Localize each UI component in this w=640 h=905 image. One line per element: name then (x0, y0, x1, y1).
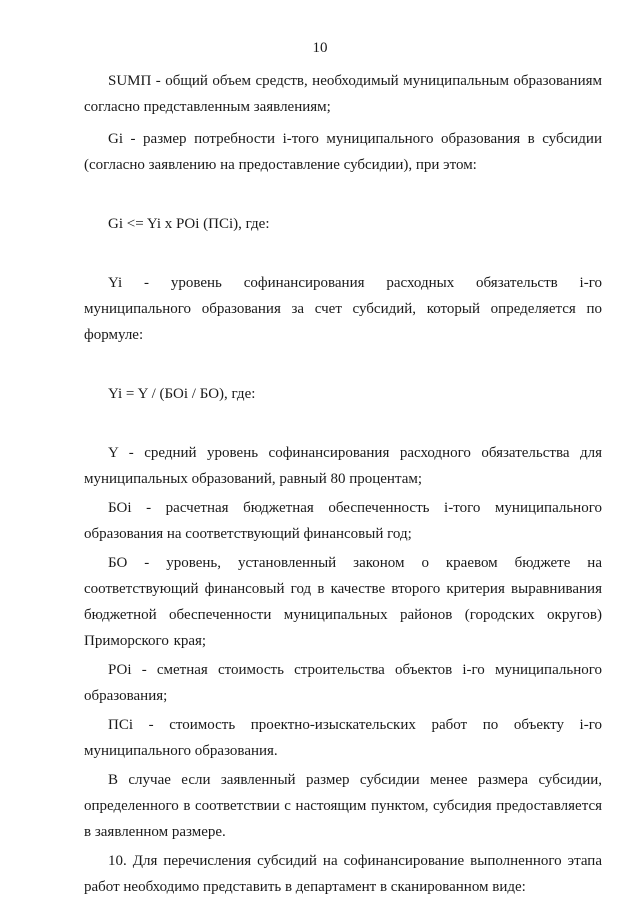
page-number: 10 (312, 40, 328, 56)
paragraph-y-definition: Y - средний уровень софинансирования расходного обязательства для муниципальных образований, равный 80 процентам; (84, 445, 602, 487)
formula-gi: Gi <= Yi x POi (ПСi), где: (108, 216, 270, 232)
paragraph-yi-definition: Yi - уровень софинансирования расходных обязательств i-го муниципального образования за счет субсидий, который определяется по формуле: (84, 275, 602, 343)
paragraph-poi-definition: РОi - сметная стоимость строительства объектов i-го муниципального образования; (84, 662, 602, 704)
paragraph-case: В случае если заявленный размер субсидии менее размера субсидии, определенного в соответствии с настоящим пунктом, субсидия предоставляется в заявленном размере. (84, 772, 602, 840)
formula-yi: Yi = Y / (БОi / БО), где: (108, 386, 256, 402)
paragraph-bo-definition: БО - уровень, установленный законом о краевом бюджете на соответствующий финансовый год в качестве второго критерия выравнивания бюджетной обеспеченности муниципальных районов (городских округов) Приморского края; (84, 555, 602, 649)
paragraph-boi-definition: БОi - расчетная бюджетная обеспеченность i-того муниципального образования на соответствующий финансовый год; (84, 500, 602, 542)
document-body (84, 68, 602, 900)
paragraph-gi-definition: Gi - размер потребности i-того муниципального образования в субсидии (согласно заявлению на предоставление субсидии), при этом: (84, 131, 602, 173)
paragraph-sum-definition: SUMП - общий объем средств, необходимый муниципальным образованиям согласно представленным заявлениям; (84, 73, 602, 115)
paragraph-item-10: 10. Для перечисления субсидий на софинансирование выполненного этапа работ необходимо представить в департамент в сканированном виде: (84, 853, 602, 895)
paragraph-psi-definition: ПСi - стоимость проектно-изыскательских работ по объекту i-го муниципального образования. (84, 717, 602, 759)
